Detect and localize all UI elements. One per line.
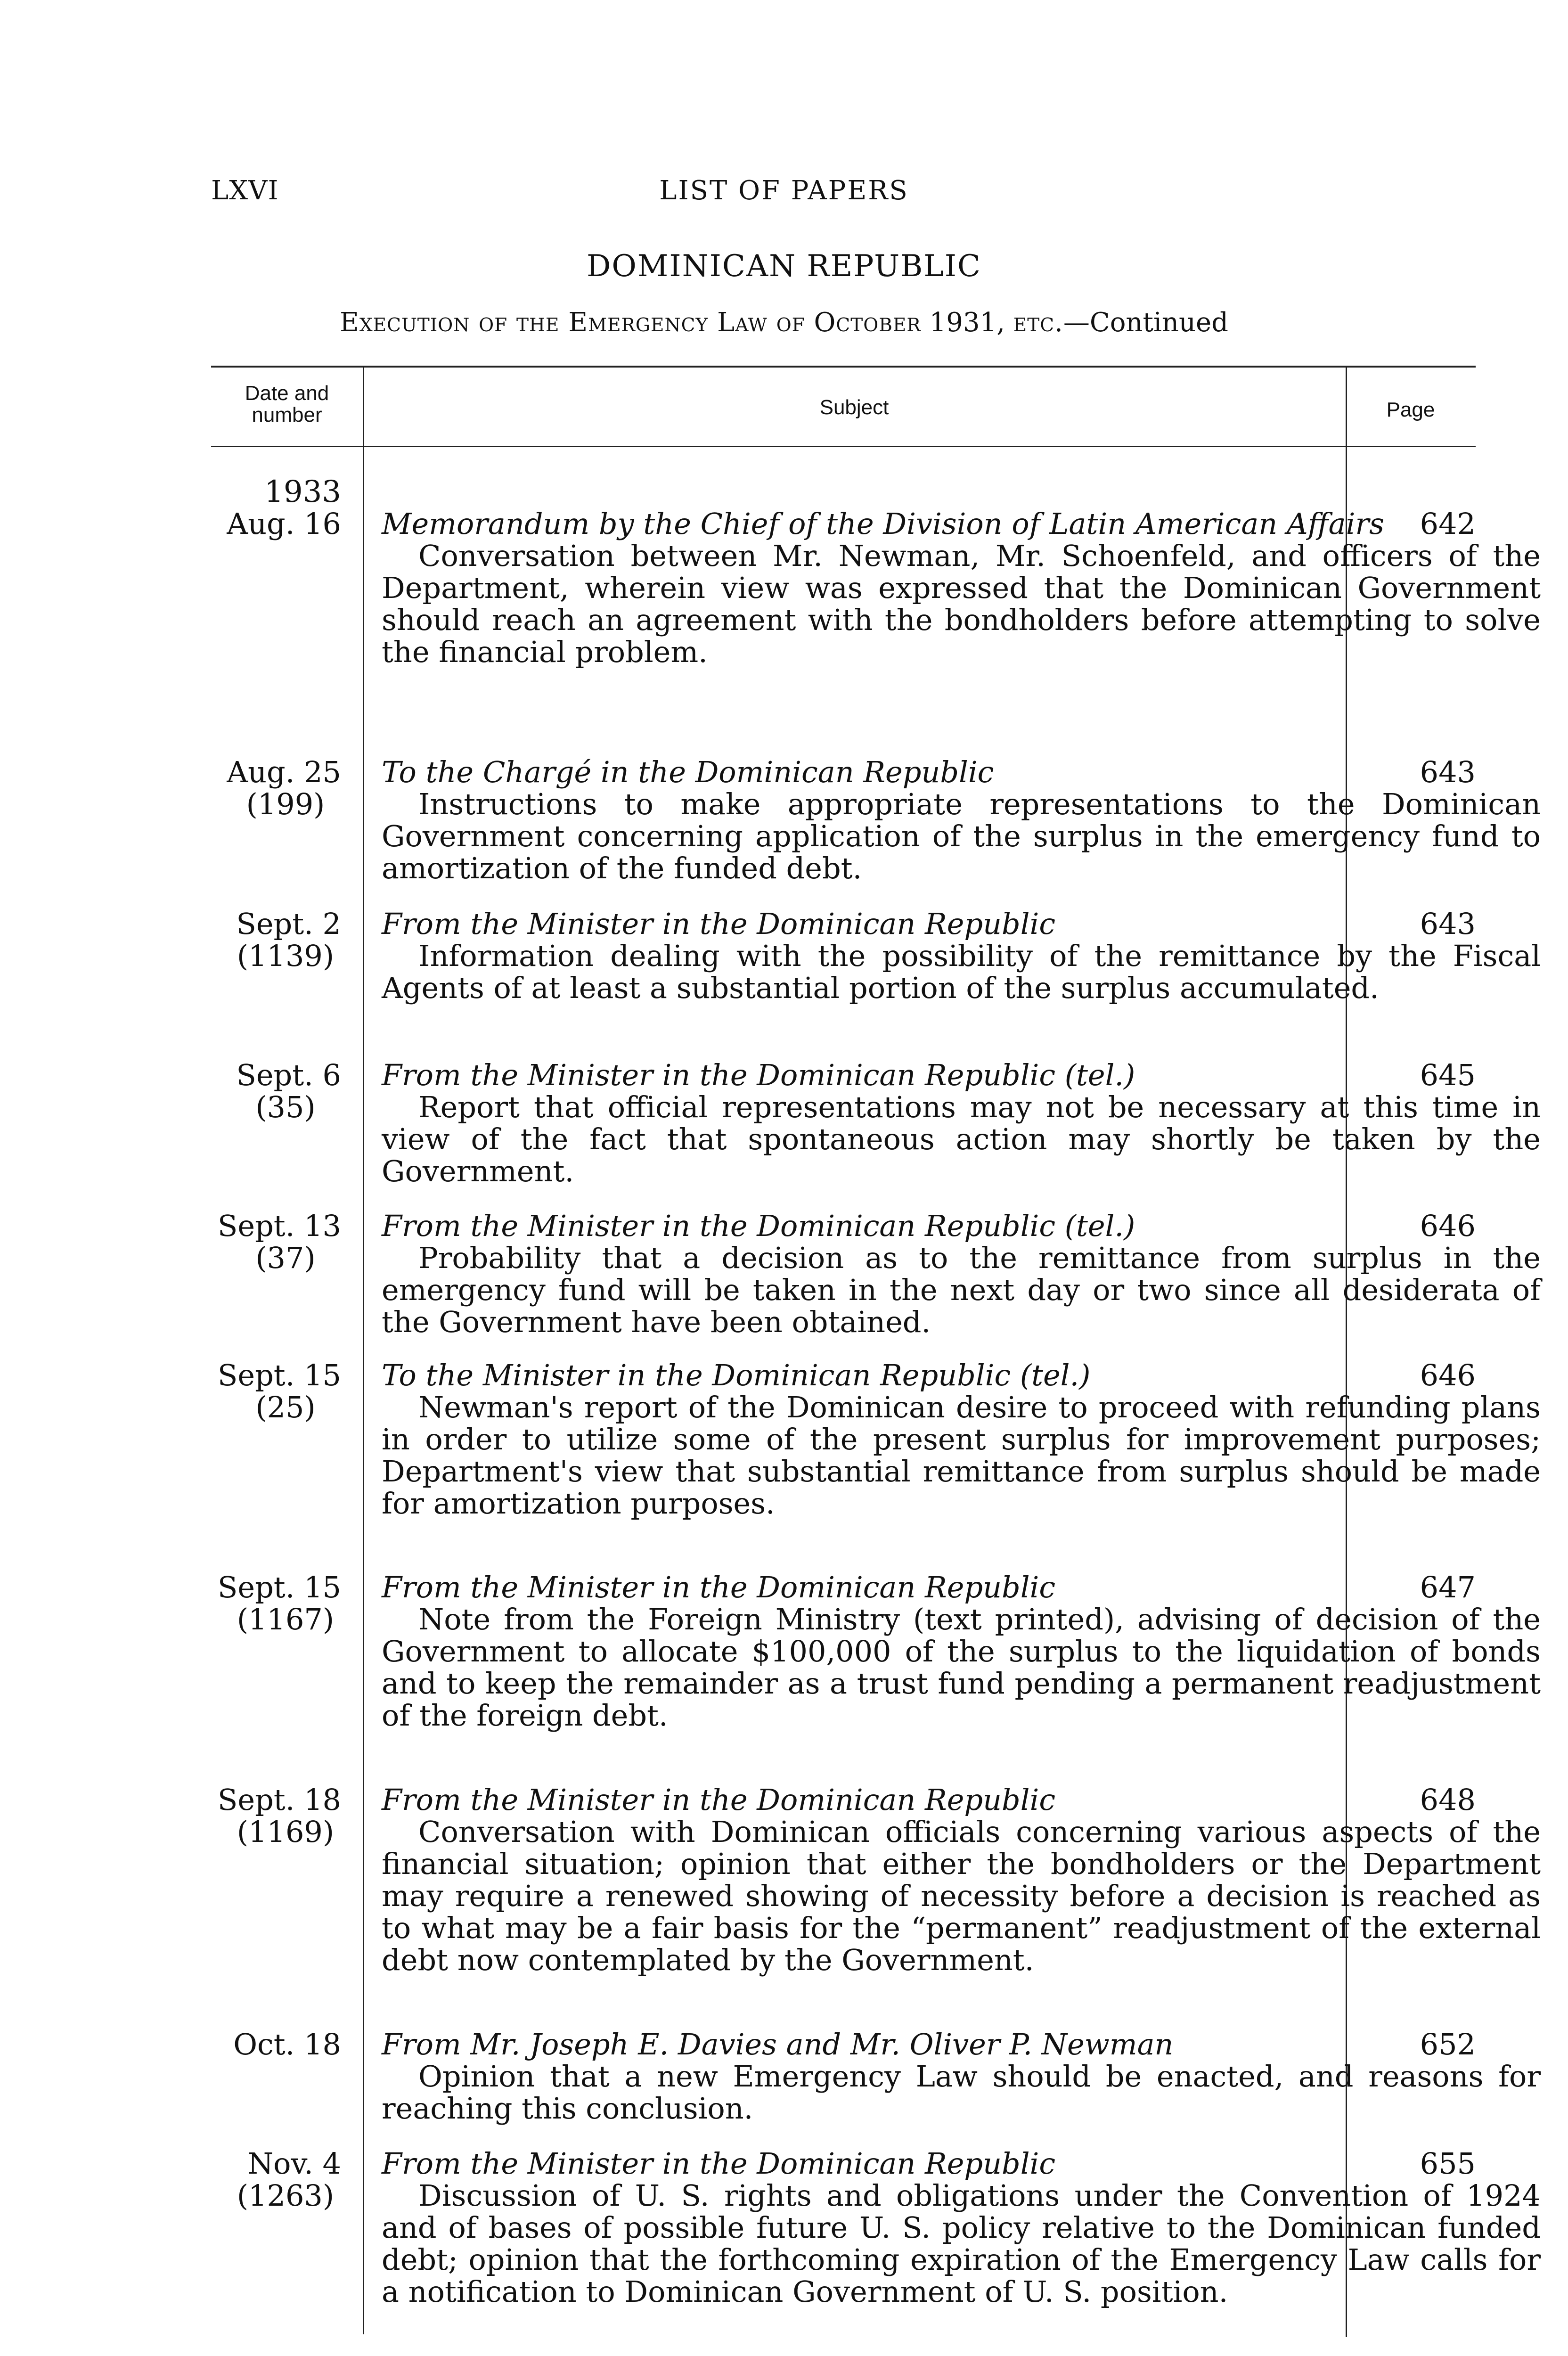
column-divider-date-subject <box>363 366 364 2334</box>
entry-page: 646 <box>1420 1358 1476 1392</box>
entry-from: From the Minister in the Dominican Republic (tel.) <box>382 1209 1135 1243</box>
entry-subject <box>382 1359 1541 1520</box>
entry-from: From the Minister in the Dominican Republic <box>382 1783 1056 1817</box>
entry-date: Sept. 15 <box>217 1570 341 1604</box>
entry-description: Newman's report of the Dominican desire to proceed with refunding plans in order to utilize some of the present surplus for improvement purposes; Department's view that substantial remittance from surplus should be made for amortization purposes. <box>382 1390 1541 1521</box>
section-subheading <box>0 307 1568 338</box>
entry-date: Sept. 18 <box>217 1783 341 1817</box>
entry-from: From Mr. Joseph E. Davies and Mr. Oliver P. Newman <box>382 2027 1174 2062</box>
entry-page: 648 <box>1420 1783 1476 1817</box>
entry-date: Sept. 13 <box>217 1209 341 1243</box>
entry-description: Information dealing with the possibility of the remittance by the Fiscal Agents of at least a substantial portion of the surplus accumulated. <box>382 939 1541 1005</box>
entry-subject <box>382 1571 1541 1732</box>
entry-from: Memorandum by the Chief of the Division of Latin American Affairs <box>382 507 1384 541</box>
entry-page: 642 <box>1420 507 1476 541</box>
entry-subject <box>382 1784 1541 1976</box>
subhead-continued: —Continued <box>1063 307 1229 338</box>
folio-roman-numeral: LXVI <box>211 175 279 206</box>
entry-from: To the Chargé in the Dominican Republic <box>382 755 994 789</box>
entry-page: 643 <box>1420 907 1476 941</box>
entry-subject <box>382 2029 1541 2125</box>
entry-date: Sept. 2 <box>236 907 341 941</box>
entry-description: Opinion that a new Emergency Law should be enacted, and reasons for reaching this conclusion. <box>382 2059 1541 2126</box>
entry-date: Sept. 15 <box>217 1358 341 1392</box>
column-header-date: Date and number <box>245 382 329 426</box>
entry-date: Aug. 16 <box>227 507 341 541</box>
entry-description: Probability that a decision as to the remittance from surplus in the emergency fund will be taken in the next day or two since all desiderata of the Government have been obtained. <box>382 1241 1541 1339</box>
country-heading: DOMINICAN REPUBLIC <box>587 249 981 284</box>
column-header-subject: Subject <box>819 396 889 419</box>
entry-description: Instructions to make appropriate representations to the Dominican Government concerning application of the surplus in the emergency fund to amortization of the funded debt. <box>382 787 1541 885</box>
entry-subject <box>382 756 1541 884</box>
year-label: 1933 <box>264 474 341 509</box>
entry-number: (199) <box>246 787 325 821</box>
entry-subject <box>382 1210 1541 1338</box>
entry-page: 647 <box>1420 1570 1476 1604</box>
entry-page: 646 <box>1420 1209 1476 1243</box>
entry-description: Conversation between Mr. Newman, Mr. Schoenfeld, and officers of the Department, wherein view was expressed that the Dominican Government should reach an agreement with the bondholders before attempting to solve the financial problem. <box>382 539 1541 669</box>
entry-date: Nov. 4 <box>247 2146 341 2181</box>
entry-from: To the Minister in the Dominican Republic (tel.) <box>382 1358 1091 1392</box>
entry-date: Aug. 25 <box>227 755 341 789</box>
table-top-rule <box>211 366 1476 368</box>
table-header-rule <box>211 446 1476 447</box>
entry-page: 643 <box>1420 755 1476 789</box>
subhead-suffix: etc. <box>1013 307 1063 338</box>
column-header-page: Page <box>1386 398 1435 421</box>
entry-number: (1139) <box>237 939 335 973</box>
entry-date: Sept. 6 <box>236 1058 341 1092</box>
entry-page: 652 <box>1420 2027 1476 2062</box>
subhead-year: 1931, <box>929 307 1005 338</box>
entry-page: 655 <box>1420 2146 1476 2181</box>
subhead-prefix: Execution of the Emergency Law of October <box>339 307 921 338</box>
entry-subject <box>382 1059 1541 1187</box>
entry-number: (37) <box>255 1241 316 1275</box>
entry-subject <box>382 2148 1541 2308</box>
entry-number: (1169) <box>237 1815 335 1849</box>
entry-from: From the Minister in the Dominican Republic (tel.) <box>382 1058 1135 1092</box>
entry-number: (25) <box>255 1390 316 1424</box>
entry-number: (1263) <box>237 2178 335 2213</box>
entry-description: Conversation with Dominican officials concerning various aspects of the financial situation; opinion that either the bondholders or the Department may require a renewed showing of necessity before a decision is reached as to what may be a fair basis for the “permanent” readjustment of the external debt now contemplated by the Government. <box>382 1815 1541 1977</box>
entry-from: From the Minister in the Dominican Republic <box>382 2146 1056 2181</box>
entry-description: Report that official representations may not be necessary at this time in view of the fact that spontaneous action may shortly be taken by the Government. <box>382 1090 1541 1188</box>
entry-from: From the Minister in the Dominican Republic <box>382 907 1056 941</box>
entry-date: Oct. 18 <box>233 2027 341 2062</box>
entry-description: Note from the Foreign Ministry (text printed), advising of decision of the Government to allocate $100,000 of the surplus to the liquidation of bonds and to keep the remainder as a trust fund pending a permanent readjustment of the foreign debt. <box>382 1602 1541 1733</box>
entry-subject <box>382 508 1541 668</box>
entry-number: (35) <box>255 1090 316 1124</box>
entry-subject <box>382 908 1541 1004</box>
entry-description: Discussion of U. S. rights and obligations under the Convention of 1924 and of bases of possible future U. S. policy relative to the Dominican funded debt; opinion that the forthcoming expiration of the Emergency Law calls for a notification to Dominican Government of U. S. position. <box>382 2178 1541 2309</box>
entry-page: 645 <box>1420 1058 1476 1092</box>
running-head: LIST OF PAPERS <box>659 175 909 206</box>
entry-number: (1167) <box>237 1602 335 1636</box>
entry-from: From the Minister in the Dominican Republic <box>382 1570 1056 1604</box>
